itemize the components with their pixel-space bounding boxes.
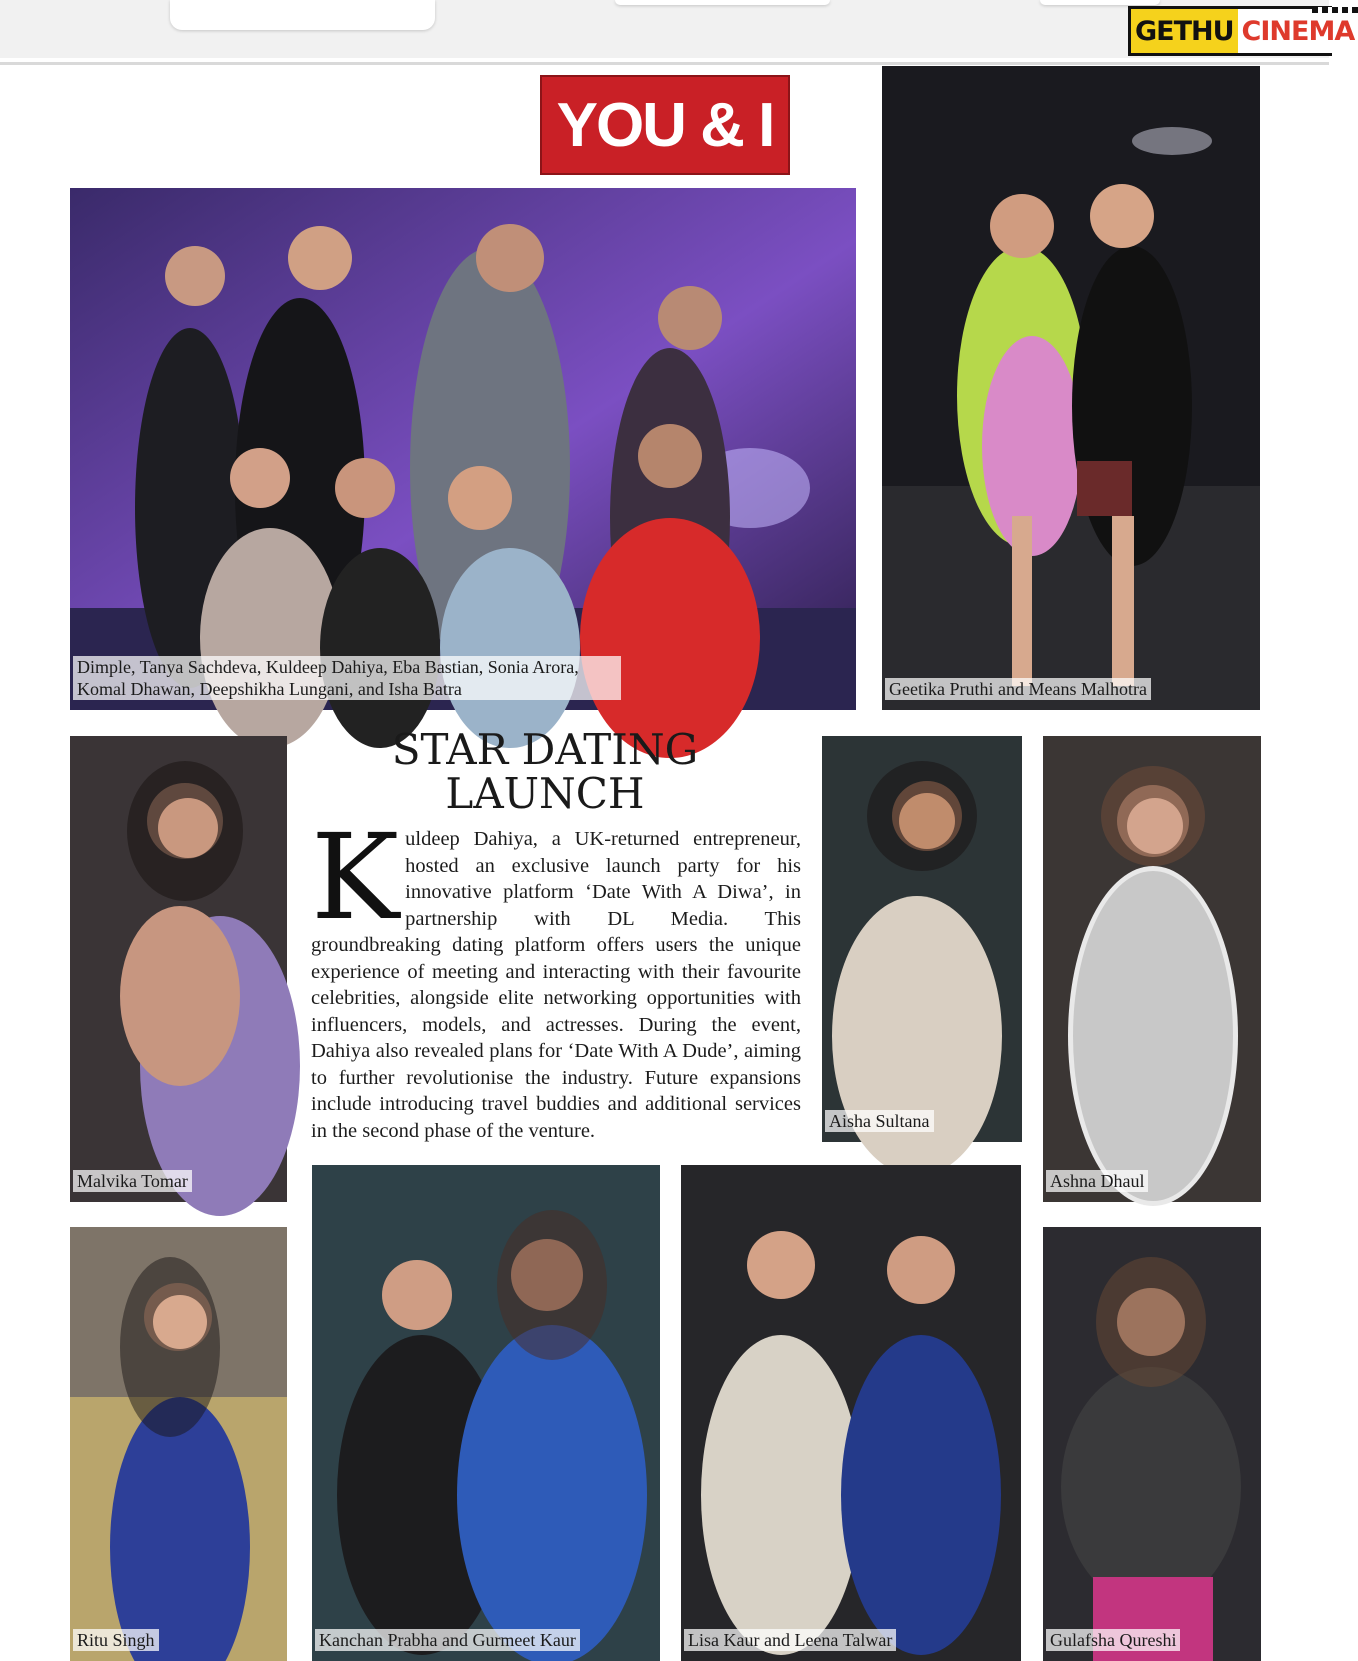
caption-ashna: Ashna Dhaul: [1046, 1170, 1148, 1192]
masthead: [540, 75, 790, 175]
photo-geetika: [882, 66, 1260, 710]
caption-ritu: Ritu Singh: [73, 1629, 159, 1651]
photo-gulafsha: [1043, 1227, 1261, 1661]
kanchan-photo-image: [312, 1165, 660, 1661]
caption-aisha: Aisha Sultana: [825, 1110, 934, 1132]
film-strip-icon: [1312, 7, 1358, 13]
caption-geetika: Geetika Pruthi and Means Malhotra: [885, 678, 1151, 700]
masthead-title: YOU & I: [556, 90, 774, 160]
top-tab-center[interactable]: [615, 0, 830, 5]
photo-malvika: [70, 736, 287, 1202]
photo-lisa: [681, 1165, 1021, 1661]
caption-group: Dimple, Tanya Sachdeva, Kuldeep Dahiya, Eba Bastian, Sonia Arora, Komal Dhawan, Deepshikha Lungani, and Isha Batra: [73, 656, 621, 700]
photo-group: [70, 188, 856, 710]
headline-line1: STAR DATING: [391, 725, 699, 774]
article-text: uldeep Dahiya, a UK-returned entrepreneur, hosted an exclusive launch party for his innovative platform ‘Date With A Diwa’, in partnership with DL Media. This groundbreaking dating platform offers users the unique experience of meeting and interacting with their favourite celebrities, alongside elite networking opportunities with influencers, models, and actresses. During the event, Dahiya also revealed plans for ‘Date With A Dude’, aiming to further revolutionise the industry. Future expansions include introducing travel buddies and additional services in the second phase of the venture.: [311, 828, 801, 1142]
watermark-part2: CINEMA: [1241, 15, 1355, 47]
aisha-photo-image: [822, 736, 1022, 1142]
photo-kanchan: [312, 1165, 660, 1661]
article-body: [311, 808, 801, 1144]
ashna-photo-image: [1043, 736, 1261, 1202]
caption-malvika: Malvika Tomar: [73, 1170, 192, 1192]
caption-lisa: Lisa Kaur and Leena Talwar: [684, 1629, 896, 1651]
article-headline: [300, 725, 790, 818]
watermark-logo: [1128, 6, 1355, 56]
top-tab-left[interactable]: [170, 0, 435, 30]
photo-aisha: [822, 736, 1022, 1142]
group-photo-image: [70, 188, 856, 710]
photo-ashna: [1043, 736, 1261, 1202]
lisa-photo-image: [681, 1165, 1021, 1661]
malvika-photo-image: [70, 736, 287, 1202]
top-tab-right[interactable]: [1040, 0, 1160, 5]
headline-line2: LAUNCH: [445, 769, 645, 818]
watermark-part1: GETHU: [1131, 9, 1238, 53]
gulafsha-photo-image: [1043, 1227, 1261, 1661]
caption-gulafsha: Gulafsha Qureshi: [1046, 1629, 1180, 1651]
divider: [0, 62, 1329, 65]
drop-cap: K: [311, 808, 400, 946]
photo-ritu: [70, 1227, 287, 1661]
caption-kanchan: Kanchan Prabha and Gurmeet Kaur: [315, 1629, 580, 1651]
ritu-photo-image: [70, 1227, 287, 1661]
geetika-photo-image: [882, 66, 1260, 710]
